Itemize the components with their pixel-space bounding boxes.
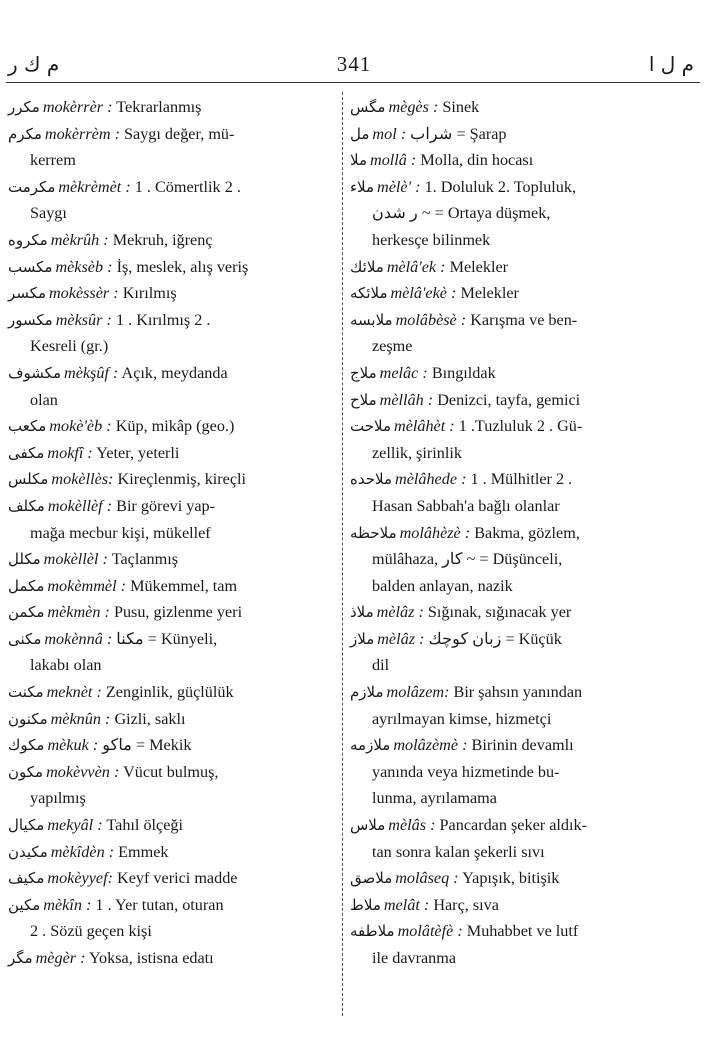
entry-definition: balden anlayan, nazik: [372, 576, 513, 595]
dictionary-entry: [350, 732, 650, 812]
dictionary-entry: [8, 839, 330, 866]
entry-headword: mèllâh :: [379, 390, 434, 409]
entry-headword: molâtèfè :: [397, 922, 463, 941]
entry-arabic: مكين: [8, 895, 41, 914]
entry-definition: Bıngıldak: [431, 363, 496, 382]
entry-arabic: مكرم: [8, 124, 42, 143]
entry-definition: Kireçlenmiş, kireçli: [117, 470, 247, 489]
entry-definition: ر شدن ~ = Ortaya düşmek,: [372, 204, 551, 223]
entry-definition: ماكو = Mekik: [102, 736, 192, 755]
header-right-letters: م ل ا: [648, 52, 694, 76]
entry-headword: molâhèzè :: [399, 523, 471, 542]
dictionary-entry: [8, 440, 330, 467]
entry-definition: dil: [372, 656, 390, 675]
entry-headword: mèlâs :: [388, 816, 436, 835]
entry-arabic: ملاذ: [350, 603, 374, 622]
entry-arabic: مكرر: [8, 98, 40, 116]
dictionary-entry: [8, 94, 330, 121]
entry-arabic: ملاز: [350, 629, 375, 648]
entry-definition: Yeter, yeterli: [96, 443, 180, 462]
dictionary-entry: [350, 413, 650, 466]
entry-arabic: ملائك: [350, 257, 384, 276]
entry-arabic: مگر: [8, 949, 33, 967]
dictionary-entry: [8, 360, 330, 413]
entry-definition: Yoksa, istisna edatı: [88, 949, 214, 967]
entry-headword: mègès :: [388, 98, 439, 116]
entry-headword: mèkrûh :: [50, 230, 109, 249]
entry-definition: Melekler: [449, 257, 509, 276]
entry-definition: Bir görevi yap-: [116, 496, 216, 515]
entry-headword: mèkîn :: [43, 895, 92, 914]
dictionary-entry: [8, 280, 330, 307]
dictionary-entry: [350, 520, 650, 600]
dictionary-entry: [350, 360, 650, 387]
entry-headword: mègèr :: [35, 949, 86, 967]
entry-headword: mèlâz :: [376, 603, 424, 622]
entry-definition: tan sonra kalan şekerli sıvı: [372, 842, 545, 861]
entry-arabic: مكمن: [8, 603, 45, 622]
entry-headword: mokèmmèl :: [47, 576, 127, 595]
entry-headword: mèlâ'ek :: [386, 257, 446, 276]
header-rule: [6, 82, 700, 83]
entry-definition: Mükemmel, tam: [130, 576, 238, 595]
entry-definition: Saygı değer, mü-: [124, 124, 235, 143]
dictionary-entry: [8, 493, 330, 546]
entry-definition: Mekruh, iğrenç: [112, 230, 213, 249]
entry-headword: molâzem:: [386, 683, 450, 702]
entry-headword: mèlâhede :: [395, 470, 467, 489]
entry-headword: mèlâhèt :: [394, 417, 455, 436]
entry-arabic: ملاطفه: [350, 922, 395, 941]
entry-definition: Bir şahsın yanından: [453, 683, 583, 702]
entry-arabic: مكوك: [8, 736, 45, 755]
dictionary-entry: [8, 227, 330, 254]
entry-headword: molâzèmè :: [393, 736, 468, 755]
dictionary-entry: [350, 174, 650, 254]
dictionary-entry: [8, 812, 330, 839]
entry-headword: mokè'èb :: [49, 417, 112, 436]
entry-definition: lunma, ayrılamama: [372, 789, 497, 808]
entry-definition: Karışma ve ben-: [470, 310, 578, 329]
entry-headword: mèksûr :: [55, 310, 112, 329]
entry-headword: mokèyyef:: [47, 869, 113, 888]
entry-arabic: مل: [350, 124, 370, 143]
dictionary-entry: [8, 174, 330, 227]
page-header: [0, 52, 708, 82]
entry-headword: mokènnâ :: [44, 629, 113, 648]
entry-arabic: ملابسه: [350, 310, 393, 329]
dictionary-entry: [350, 892, 650, 919]
entry-definition: 1 . Mülhitler 2 .: [470, 470, 573, 489]
dictionary-entry: [350, 254, 650, 281]
entry-definition: Hasan Sabbah'a bağlı olanlar: [372, 496, 560, 515]
entry-headword: mokfî :: [47, 443, 93, 462]
entry-definition: lakabı olan: [30, 656, 102, 675]
entry-definition: Muhabbet ve lutf: [466, 922, 579, 941]
entry-headword: mekyâl :: [47, 816, 103, 835]
entry-headword: mèlâ'ekè :: [390, 284, 457, 303]
entry-arabic: ملاحظه: [350, 523, 397, 542]
dictionary-entry: [350, 626, 650, 679]
dictionary-entry: [8, 732, 330, 759]
entry-arabic: مكنت: [8, 683, 44, 702]
entry-arabic: مكفى: [8, 443, 45, 462]
entry-headword: mokèllèf :: [47, 496, 113, 515]
entry-definition: kerrem: [30, 151, 76, 170]
column-divider: [342, 92, 343, 1016]
entry-arabic: ملاط: [350, 895, 381, 914]
entry-arabic: مكروه: [8, 230, 48, 249]
entry-definition: Harç, sıva: [433, 895, 499, 914]
entry-headword: mèkşûf :: [64, 363, 119, 382]
entry-definition: Pancardan şeker aldık-: [439, 816, 587, 835]
entry-arabic: مكشوف: [8, 363, 61, 382]
entry-definition: zellik, şirinlik: [372, 443, 462, 462]
dictionary-entry: [350, 307, 650, 360]
dictionary-entry: [8, 679, 330, 706]
dictionary-entry: [8, 599, 330, 626]
entry-headword: mèkuk :: [47, 736, 99, 755]
entry-definition: Bakma, gözlem,: [474, 523, 580, 542]
entry-arabic: مكلف: [8, 496, 45, 515]
dictionary-entry: [8, 573, 330, 600]
entry-definition: Taçlanmış: [111, 550, 178, 569]
entry-definition: Tahıl ölçeği: [106, 816, 184, 835]
entry-arabic: مكنى: [8, 629, 42, 648]
entry-definition: Kırılmış: [122, 284, 177, 303]
entry-definition: زبان كوچك = Küçük: [428, 629, 562, 648]
dictionary-entry: [8, 945, 330, 972]
entry-definition: 2 . Sözü geçen kişi: [30, 922, 152, 941]
entry-arabic: مكعب: [8, 417, 47, 436]
entry-arabic: مكيدن: [8, 842, 48, 861]
entry-arabic: مگس: [350, 98, 386, 116]
dictionary-entry: [8, 466, 330, 493]
entry-arabic: ملاح: [350, 390, 377, 409]
entry-arabic: مكمل: [8, 576, 45, 595]
entry-definition: Küp, mikâp (geo.): [115, 417, 235, 436]
entry-arabic: مكون: [8, 762, 44, 781]
dictionary-entry: [350, 466, 650, 519]
entry-definition: herkesçe bilinmek: [372, 230, 491, 249]
entry-definition: مكنا = Künyeli,: [116, 629, 218, 648]
entry-headword: mèkîdèn :: [50, 842, 115, 861]
dictionary-entry: [8, 865, 330, 892]
entry-definition: Denizci, tayfa, gemici: [437, 390, 581, 409]
entry-definition: Açık, meydanda: [121, 363, 228, 382]
entry-headword: molâseq :: [395, 869, 459, 888]
entry-definition: yapılmış: [30, 789, 86, 808]
entry-definition: İş, meslek, alış veriş: [116, 257, 249, 276]
entry-arabic: مكلس: [8, 470, 49, 489]
entry-arabic: مكسر: [8, 284, 46, 303]
entry-definition: Tekrarlanmış: [116, 98, 202, 116]
entry-arabic: مكيف: [8, 869, 45, 888]
entry-arabic: ملازمه: [350, 736, 391, 755]
entry-arabic: ملاحده: [350, 470, 392, 489]
page-number: 341: [336, 52, 372, 76]
entry-definition: 1 . Yer tutan, oturan: [95, 895, 224, 914]
entry-headword: mèkmèn :: [47, 603, 110, 622]
dictionary-entry: [8, 706, 330, 733]
dictionary-entry: [8, 307, 330, 360]
entry-headword: molâbèsè :: [395, 310, 467, 329]
entry-headword: mèlè' :: [377, 177, 421, 196]
entry-headword: mokèrrèm :: [44, 124, 120, 143]
entry-definition: mağa mecbur kişi, mükellef: [30, 523, 211, 542]
entry-definition: Sinek: [442, 98, 480, 116]
entry-definition: Pusu, gizlenme yeri: [113, 603, 243, 622]
entry-arabic: مكرمت: [8, 177, 56, 196]
entry-definition: Vücut bulmuş,: [123, 762, 219, 781]
entry-arabic: مكنون: [8, 709, 48, 728]
entry-headword: mokèrrèr :: [42, 98, 113, 116]
entry-headword: mokèllèl :: [43, 550, 108, 569]
entry-definition: 1 . Cömertlik 2 .: [134, 177, 241, 196]
entry-definition: Sığınak, sığınacak yer: [427, 603, 572, 622]
dictionary-entry: [350, 147, 650, 174]
dictionary-entry: [8, 626, 330, 679]
entry-definition: Birinin devamlı: [471, 736, 574, 755]
header-left-letters: م ك ر: [8, 52, 60, 76]
entry-arabic: مكسب: [8, 257, 53, 276]
dictionary-entry: [350, 918, 650, 971]
entry-definition: ile davranma: [372, 949, 457, 967]
entry-definition: Melekler: [460, 284, 519, 303]
dictionary-entry: [8, 121, 330, 174]
entry-arabic: مكسور: [8, 310, 53, 329]
entry-arabic: ملاء: [350, 177, 375, 196]
entry-arabic: ملا: [350, 151, 367, 170]
dictionary-entry: [350, 679, 650, 732]
entry-definition: Molla, din hocası: [420, 151, 534, 170]
dictionary-entry: [350, 865, 650, 892]
dictionary-entry: [350, 387, 650, 414]
entry-headword: mèknûn :: [50, 709, 111, 728]
dictionary-entry: [350, 94, 650, 121]
entry-headword: mèkrèmèt :: [58, 177, 131, 196]
entry-headword: mèksèb :: [55, 257, 113, 276]
entry-definition: Yapışık, bitişik: [462, 869, 560, 888]
entry-definition: yanında veya hizmetinde bu-: [372, 762, 560, 781]
entry-arabic: مكيال: [8, 816, 45, 835]
dictionary-entry: [350, 599, 650, 626]
entry-headword: mokèssèr :: [48, 284, 119, 303]
entry-arabic: ملاحت: [350, 417, 391, 436]
dictionary-entry: [350, 280, 650, 307]
entry-definition: Keyf verici madde: [117, 869, 238, 888]
entry-arabic: ملاس: [350, 816, 386, 835]
entry-arabic: مكلل: [8, 550, 41, 569]
entry-arabic: ملاج: [350, 363, 377, 382]
entry-definition: Saygı: [30, 204, 67, 223]
entry-arabic: ملاصق: [350, 869, 393, 888]
entry-arabic: ملازم: [350, 683, 384, 702]
entry-definition: ayrılmayan kimse, hizmetçi: [372, 709, 552, 728]
right-column: [350, 94, 650, 972]
entry-definition: olan: [30, 390, 58, 409]
entry-headword: mokèvvèn :: [46, 762, 120, 781]
dictionary-entry: [8, 546, 330, 573]
dictionary-entry: [8, 892, 330, 945]
entry-definition: Zenginlik, güçlülük: [105, 683, 234, 702]
entry-headword: mollâ :: [370, 151, 417, 170]
entry-definition: Gizli, saklı: [114, 709, 186, 728]
entry-definition: 1 . Kırılmış 2 .: [115, 310, 211, 329]
dictionary-entry: [8, 254, 330, 281]
dictionary-entry: [350, 812, 650, 865]
entry-headword: melât :: [383, 895, 430, 914]
entry-headword: mèlâz :: [377, 629, 425, 648]
entry-headword: mokèllès:: [51, 470, 114, 489]
entry-definition: Emmek: [118, 842, 169, 861]
left-column: [8, 94, 330, 972]
entry-definition: 1 .Tuzluluk 2 . Gü-: [458, 417, 583, 436]
dictionary-entry: [8, 759, 330, 812]
entry-definition: zeşme: [372, 337, 413, 356]
entry-definition: Kesreli (gr.): [30, 337, 109, 356]
entry-definition: شراب = Şarap: [410, 124, 507, 143]
entry-headword: mol :: [372, 124, 407, 143]
entry-definition: mülâhaza, كار ~ = Düşünceli,: [372, 550, 563, 569]
entry-headword: melâc :: [379, 363, 428, 382]
dictionary-entry: [8, 413, 330, 440]
dictionary-entry: [350, 121, 650, 148]
entry-headword: meknèt :: [46, 683, 102, 702]
entry-definition: 1. Doluluk 2. Topluluk,: [424, 177, 577, 196]
entry-arabic: ملائكه: [350, 284, 388, 303]
